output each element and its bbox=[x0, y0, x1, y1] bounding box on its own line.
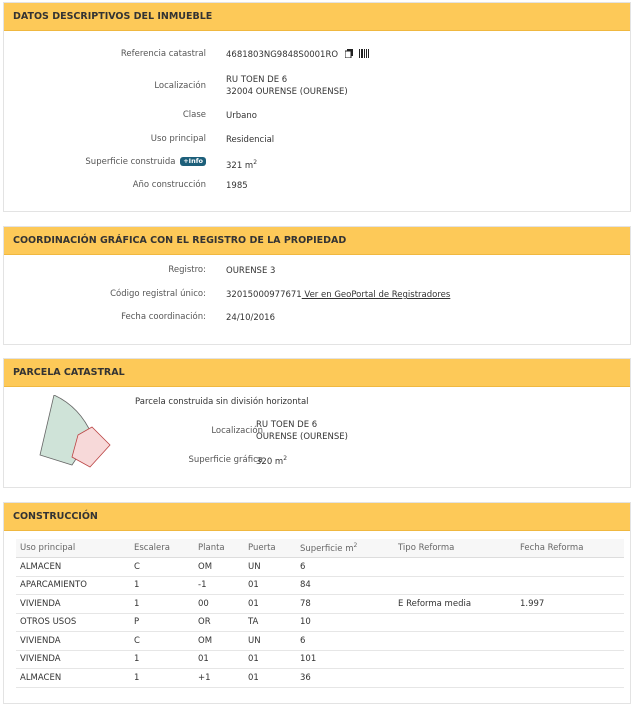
col-uso: Uso principal bbox=[16, 539, 130, 558]
cell-superficie: 101 bbox=[296, 650, 394, 669]
cell-uso: APARCAMIENTO bbox=[16, 576, 130, 595]
cell-tipo-reforma bbox=[394, 632, 516, 651]
cell-planta: OM bbox=[194, 558, 244, 577]
cell-uso: ALMACEN bbox=[16, 558, 130, 577]
cell-fecha-reforma bbox=[516, 558, 624, 577]
codigo-value: 32015000977671 bbox=[226, 290, 302, 300]
registro-label: Registro: bbox=[168, 265, 206, 275]
cell-puerta: 01 bbox=[244, 650, 296, 669]
cell-escalera: C bbox=[130, 558, 194, 577]
cell-fecha-reforma bbox=[516, 576, 624, 595]
cell-uso: OTROS USOS bbox=[16, 613, 130, 632]
loc-label: Localización bbox=[154, 81, 206, 91]
cell-escalera: 1 bbox=[130, 669, 194, 688]
cell-superficie: 6 bbox=[296, 558, 394, 577]
cell-superficie: 36 bbox=[296, 669, 394, 688]
table-header-row bbox=[16, 539, 624, 558]
sup-unit-exp: 2 bbox=[253, 159, 258, 166]
parcela-title: PARCELA CATASTRAL bbox=[4, 359, 630, 387]
cell-tipo-reforma bbox=[394, 669, 516, 688]
loc-line2: 32004 OURENSE (OURENSE) bbox=[226, 87, 348, 97]
table-row bbox=[16, 558, 624, 577]
loc-line1: RU TOEN DE 6 bbox=[226, 75, 288, 85]
ref-value-wrap bbox=[226, 49, 369, 62]
cell-escalera: 1 bbox=[130, 650, 194, 669]
cell-superficie: 6 bbox=[296, 632, 394, 651]
coord-panel bbox=[3, 226, 631, 345]
parcela-panel bbox=[3, 358, 631, 488]
datos-panel bbox=[3, 2, 631, 212]
col-superficie-exp: 2 bbox=[353, 542, 358, 550]
more-info-button[interactable]: +Info bbox=[180, 157, 206, 166]
parcela-sup-label: Superficie gráfica bbox=[188, 455, 263, 465]
cell-puerta: TA bbox=[244, 613, 296, 632]
cell-superficie: 10 bbox=[296, 613, 394, 632]
datos-title: DATOS DESCRIPTIVOS DEL INMUEBLE bbox=[4, 3, 630, 31]
fecha-value: 24/10/2016 bbox=[226, 313, 275, 323]
construccion-panel bbox=[3, 502, 631, 704]
uso-label: Uso principal bbox=[150, 134, 206, 144]
cell-planta: 00 bbox=[194, 595, 244, 614]
sup-value-wrap bbox=[226, 157, 257, 172]
cell-planta: OM bbox=[194, 632, 244, 651]
sup-label-wrap bbox=[85, 157, 206, 167]
parcela-desc: Parcela construida sin división horizontal bbox=[135, 397, 309, 407]
table-row bbox=[16, 613, 624, 632]
cell-puerta: UN bbox=[244, 632, 296, 651]
cell-planta: OR bbox=[194, 613, 244, 632]
fecha-label: Fecha coordinación: bbox=[121, 312, 206, 322]
ref-value: 4681803NG9848S0001RO bbox=[226, 50, 339, 60]
clase-label: Clase bbox=[182, 110, 206, 120]
cell-uso: VIVIENDA bbox=[16, 632, 130, 651]
parcela-loc-line1: RU TOEN DE 6 bbox=[256, 420, 318, 430]
cell-fecha-reforma bbox=[516, 632, 624, 651]
cell-superficie: 84 bbox=[296, 576, 394, 595]
construccion-table bbox=[16, 539, 624, 688]
cell-tipo-reforma: E Reforma media bbox=[394, 595, 516, 614]
cell-fecha-reforma bbox=[516, 650, 624, 669]
cell-fecha-reforma bbox=[516, 613, 624, 632]
cell-tipo-reforma bbox=[394, 613, 516, 632]
cell-uso: VIVIENDA bbox=[16, 595, 130, 614]
cell-escalera: 1 bbox=[130, 595, 194, 614]
cell-escalera: 1 bbox=[130, 576, 194, 595]
table-row bbox=[16, 595, 624, 614]
parcel-map[interactable] bbox=[32, 395, 120, 477]
anio-label: Año construcción bbox=[132, 180, 206, 190]
parcela-sup-wrap bbox=[256, 455, 287, 467]
cell-superficie: 78 bbox=[296, 595, 394, 614]
cell-uso: ALMACEN bbox=[16, 669, 130, 688]
col-superficie-label: Superficie m bbox=[300, 543, 354, 554]
coord-title: COORDINACIÓN GRÁFICA CON EL REGISTRO DE LA PROPIEDAD bbox=[4, 227, 630, 255]
col-fecha-reforma: Fecha Reforma bbox=[516, 539, 624, 558]
cell-tipo-reforma bbox=[394, 650, 516, 669]
table-row bbox=[16, 632, 624, 651]
ref-label: Referencia catastral bbox=[120, 49, 206, 59]
cell-fecha-reforma: 1.997 bbox=[516, 595, 624, 614]
table-row bbox=[16, 669, 624, 688]
construccion-title: CONSTRUCCIÓN bbox=[4, 503, 630, 531]
col-tipo-reforma: Tipo Reforma bbox=[394, 539, 516, 558]
col-superficie bbox=[296, 539, 394, 558]
cell-uso: VIVIENDA bbox=[16, 650, 130, 669]
uso-value: Residencial bbox=[226, 135, 275, 145]
barcode-icon[interactable] bbox=[359, 49, 369, 62]
registro-value: OURENSE 3 bbox=[226, 266, 276, 276]
table-row bbox=[16, 576, 624, 595]
cell-planta: -1 bbox=[194, 576, 244, 595]
parcela-sup-exp: 2 bbox=[283, 455, 288, 462]
parcela-loc-label: Localización bbox=[211, 426, 263, 436]
sup-label: Superficie construida bbox=[85, 157, 176, 167]
cell-escalera: P bbox=[130, 613, 194, 632]
col-puerta: Puerta bbox=[244, 539, 296, 558]
cell-planta: 01 bbox=[194, 650, 244, 669]
col-escalera: Escalera bbox=[130, 539, 194, 558]
copy-icon[interactable] bbox=[345, 49, 353, 62]
table-row bbox=[16, 650, 624, 669]
geoportal-link[interactable]: Ver en GeoPortal de Registradores bbox=[301, 290, 451, 300]
anio-value: 1985 bbox=[226, 181, 248, 191]
cell-planta: +1 bbox=[194, 669, 244, 688]
sup-value: 321 m bbox=[226, 160, 254, 171]
parcela-sup-value: 320 m bbox=[256, 456, 284, 467]
codigo-label: Código registral único: bbox=[110, 289, 206, 299]
col-planta: Planta bbox=[194, 539, 244, 558]
cell-tipo-reforma bbox=[394, 576, 516, 595]
cell-puerta: UN bbox=[244, 558, 296, 577]
clase-value: Urbano bbox=[226, 111, 257, 121]
cell-puerta: 01 bbox=[244, 576, 296, 595]
cell-puerta: 01 bbox=[244, 595, 296, 614]
parcela-loc-line2: OURENSE (OURENSE) bbox=[256, 432, 348, 442]
cell-fecha-reforma bbox=[516, 669, 624, 688]
cell-puerta: 01 bbox=[244, 669, 296, 688]
codigo-wrap bbox=[226, 289, 450, 301]
cell-tipo-reforma bbox=[394, 558, 516, 577]
cell-escalera: C bbox=[130, 632, 194, 651]
